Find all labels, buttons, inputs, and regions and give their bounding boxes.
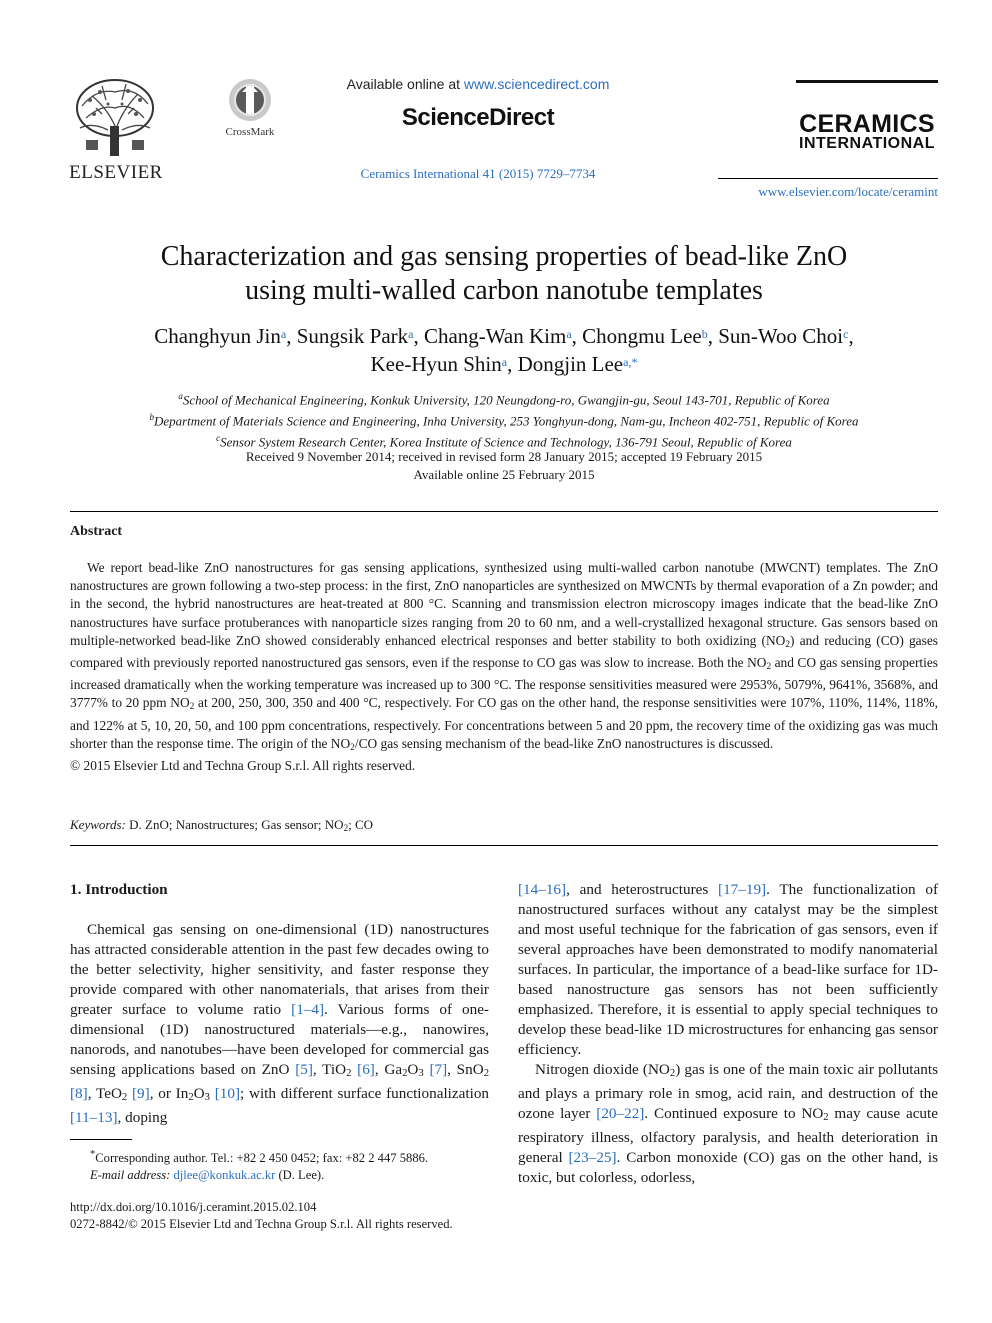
citation-link[interactable]: [5]: [295, 1061, 313, 1078]
citation-link[interactable]: [7]: [429, 1061, 448, 1078]
affiliation-mark: a: [178, 391, 183, 401]
author-affiliation-mark[interactable]: a: [566, 327, 572, 341]
journal-url-link[interactable]: www.elsevier.com/locate/ceramint: [758, 184, 938, 199]
email-link[interactable]: djlee@konkuk.ac.kr: [173, 1168, 276, 1183]
footnote-star: *: [90, 1149, 96, 1160]
affiliation-text: School of Mechanical Engineering, Konkuk University, 120 Neungdong-ro, Gwangjin-gu, Seoul 143-701, Republic of Korea: [182, 392, 830, 408]
publisher-name: ELSEVIER: [69, 162, 163, 183]
authors-line-1: [70, 322, 938, 350]
email-tail: (D. Lee).: [275, 1168, 325, 1183]
keywords-tail: ; CO: [348, 817, 374, 832]
corresponding-author-text: Corresponding author. Tel.: +82 2 450 0452; fax: +82 2 447 5886.: [95, 1151, 429, 1166]
affiliation-item: [70, 409, 938, 430]
author-name[interactable]: Chang-Wan Kim: [423, 324, 567, 348]
author-list: [70, 322, 938, 378]
author-affiliation-mark[interactable]: b: [701, 327, 708, 341]
article-title: [70, 240, 938, 308]
column-left: [70, 880, 489, 1128]
page-footer: [70, 1199, 500, 1233]
doi-link[interactable]: http://dx.doi.org/10.1016/j.ceramint.2015.02.104: [70, 1200, 317, 1214]
footnote: [70, 1146, 490, 1184]
intro-paragraph-1: Chemical gas sensing on one-dimensional (1D) nanostructures has attracted considerable attention in the past few decades owing to the better selectivity, higher sensitivity, and faster response they provide compared with other nanomaterials, that arises from their greater surface to volume ratio [1–4]. Various forms of one-dimensional (1D) nanostructured materials—e.g., nanowires, nanorods, and nanotubes—have been developed for commercial gas sensing applications based on ZnO [5], TiO$_2$ [6], $Ga_2O_3$ [7], SnO$_2$ [8], TeO$_2$ [9], or $In_2O_3$ [10]; with different surface functionalization [11–13], doping: [70, 921, 490, 1126]
abstract-rule-bottom: [70, 845, 938, 846]
keywords-label: Keywords:: [70, 817, 126, 832]
author-separator: ,: [413, 324, 424, 348]
citation-link[interactable]: [1–4]: [291, 1001, 325, 1018]
author-name[interactable]: Changhyun Jin: [154, 324, 281, 348]
title-line-2: using multi-walled carbon nanotube templates: [245, 275, 763, 306]
affiliations: [70, 388, 938, 450]
author-affiliation-mark[interactable]: c: [843, 327, 849, 341]
affiliation-mark: b: [149, 411, 154, 422]
author-name[interactable]: Sun-Woo Choi: [718, 324, 844, 348]
sciencedirect-logo[interactable]: ScienceDirect: [401, 104, 555, 131]
citation-link[interactable]: [17–19]: [718, 881, 767, 898]
email-line: [70, 1167, 490, 1184]
affiliation-text: Department of Materials Science and Engineering, Inha University, 253 Yonghyun-dong, Nam-gu, Incheon 402-751, Republic of Korea: [153, 413, 859, 429]
authors-line-2: [70, 350, 938, 378]
citation-link[interactable]: [11–13]: [70, 1109, 118, 1126]
abstract-copyright: © 2015 Elsevier Ltd and Techna Group S.r.l. All rights reserved.: [70, 758, 416, 774]
crossmark-badge[interactable]: [218, 78, 282, 144]
citation-link[interactable]: [20–22]: [596, 1105, 645, 1122]
footnote-rule: [70, 1139, 132, 1140]
article-history: [70, 448, 938, 484]
author-name[interactable]: Sungsik Park: [296, 324, 409, 348]
crossmark-icon: [228, 78, 272, 124]
abstract-rule-top: [70, 511, 938, 512]
author-separator: ,: [571, 324, 583, 348]
corresponding-author: [70, 1146, 490, 1167]
sciencedirect-link[interactable]: www.sciencedirect.com: [463, 76, 610, 92]
citation-link[interactable]: [6]: [357, 1061, 375, 1078]
abstract-heading: Abstract: [70, 524, 123, 539]
author-affiliation-mark[interactable]: a,*: [623, 355, 638, 369]
abstract-text: We report bead-like ZnO nanostructures for gas sensing applications, synthesized using multi-walled carbon nanotube (MWCNT) templates. The ZnO nanostructures are grown following a two-step process: in the first, ZnO nanoparticles are synthesized on MWCNTs by thermal evaporation of a Zn powder; and in the second, the hybrid nanostructures are heat-treated at 800 °C. Scanning and transmission electron microscopy images indicate that the bead-like ZnO nanostructures have surface protuberances with nanoparticle sizes ranging from 20 to 60 nm, and a well-crystallized hexagonal structure. Gas sensors based on multiple-networked bead-like ZnO showed considerably enhanced electrical responses and better stability to both oxidizing $(NO_2)$ and reducing (CO) gases compared with previously reported nanostructured gas sensors, even if the response to CO gas was slow to increase. Both the $NO_2$ and CO gas sensing properties increased dramatically when the working temperature was increased up to 300 °C. The response sensitivities measured were 2953%, 5079%, 9641%, 3568%, and 3777% to 20 ppm $NO_2$ at 200, 250, 300, 350 and 400 °C, respectively. For CO gas on the other hand, the response sensitivities were 107%, 110%, 114%, 118%, and 122% at 5, 10, 20, 50, and 100 ppm concentrations, respectively. For concentrations between 5 and 20 ppm, the recovery time of the oxidizing gas was much shorter than the response time. The origin of the $NO_2/CO$ gas sensing mechanism of the bead-like ZnO nanostructures is discussed.: [70, 560, 938, 753]
received-dates: Received 9 November 2014; received in revised form 28 January 2015; accepted 19 February 2015: [245, 449, 763, 464]
crossmark-label: CrossMark: [225, 126, 275, 138]
available-online: [300, 76, 656, 92]
author-affiliation-mark[interactable]: a: [501, 355, 508, 369]
elsevier-tree-icon: [72, 78, 158, 158]
keywords-subscript: 2: [343, 823, 349, 833]
citation-link[interactable]: [23–25]: [568, 1149, 617, 1166]
author-separator: ,: [286, 324, 297, 348]
available-online-date: Available online 25 February 2015: [413, 467, 595, 482]
affiliation-text: Sensor System Research Center, Korea Institute of Science and Technology, 136-791 Seoul, Republic of Korea: [220, 433, 792, 449]
journal-citation[interactable]: Ceramics International 41 (2015) 7729–7734: [360, 166, 596, 181]
column-right: [518, 880, 938, 1188]
citation-link[interactable]: [10]: [214, 1085, 241, 1102]
header-rule-right: [718, 178, 938, 179]
author-separator: ,: [507, 352, 518, 376]
keywords-text: D. ZnO; Nanostructures; Gas sensor; NO: [125, 817, 344, 832]
citation-link[interactable]: [14–16]: [518, 881, 567, 898]
author-separator: ,: [707, 324, 719, 348]
abstract-body: [70, 559, 938, 775]
journal-name-line1: CERAMICS: [799, 110, 935, 138]
author-affiliation-mark[interactable]: a: [280, 327, 287, 341]
intro-paragraph-1-cont: [14–16], and heterostructures [17–19]. The functionalization of nanostructured surfaces without any catalyst may be the simplest and most useful technique for the fabrication of gas sensors, even if several approaches have been demonstrated to modify nanomaterial surfaces. In particular, the importance of a bead-like surface for 1D-based nanostructure gas sensors has not been sufficiently emphasized. Therefore, it is essential to apply special techniques to develop these bead-like 1D microstructures for enhancing gas sensor efficiency.: [518, 881, 938, 1058]
elsevier-logo[interactable]: [68, 78, 164, 188]
author-name[interactable]: Dongjin Lee: [517, 352, 624, 376]
citation-link[interactable]: [9]: [132, 1085, 150, 1102]
author-name[interactable]: Chongmu Lee: [582, 324, 702, 348]
issn-copyright: 0272-8842/© 2015 Elsevier Ltd and Techna Group S.r.l. All rights reserved.: [70, 1217, 453, 1231]
available-prefix: Available online at: [346, 76, 464, 92]
journal-logo-rule-top: [796, 80, 938, 83]
citation-link[interactable]: [8]: [70, 1085, 88, 1102]
affiliation-item: [70, 388, 938, 409]
section-heading-introduction: 1. Introduction: [70, 881, 168, 898]
author-name[interactable]: Kee-Hyun Shin: [370, 352, 502, 376]
title-line-1: Characterization and gas sensing properties of bead-like ZnO: [160, 241, 848, 272]
author-separator: ,: [848, 324, 854, 348]
intro-paragraph-2: Nitrogen dioxide $(NO_2)$ gas is one of the main toxic air pollutants and plays a primary role in smog, acid rain, and destruction of the ozone layer [20–22]. Continued exposure to $NO_2$ may cause acute respiratory illness, olfactory paralysis, and health deterioration in general [23–25]. Carbon monoxide (CO) gas on the other hand, is toxic, but colorless, odorless,: [518, 1061, 938, 1186]
journal-logo[interactable]: [796, 80, 938, 152]
author-affiliation-mark[interactable]: a: [408, 327, 414, 341]
keywords: [70, 817, 938, 833]
email-label: E-mail address:: [90, 1168, 174, 1183]
journal-name-line2: INTERNATIONAL: [799, 135, 935, 152]
affiliation-mark: c: [216, 432, 221, 443]
